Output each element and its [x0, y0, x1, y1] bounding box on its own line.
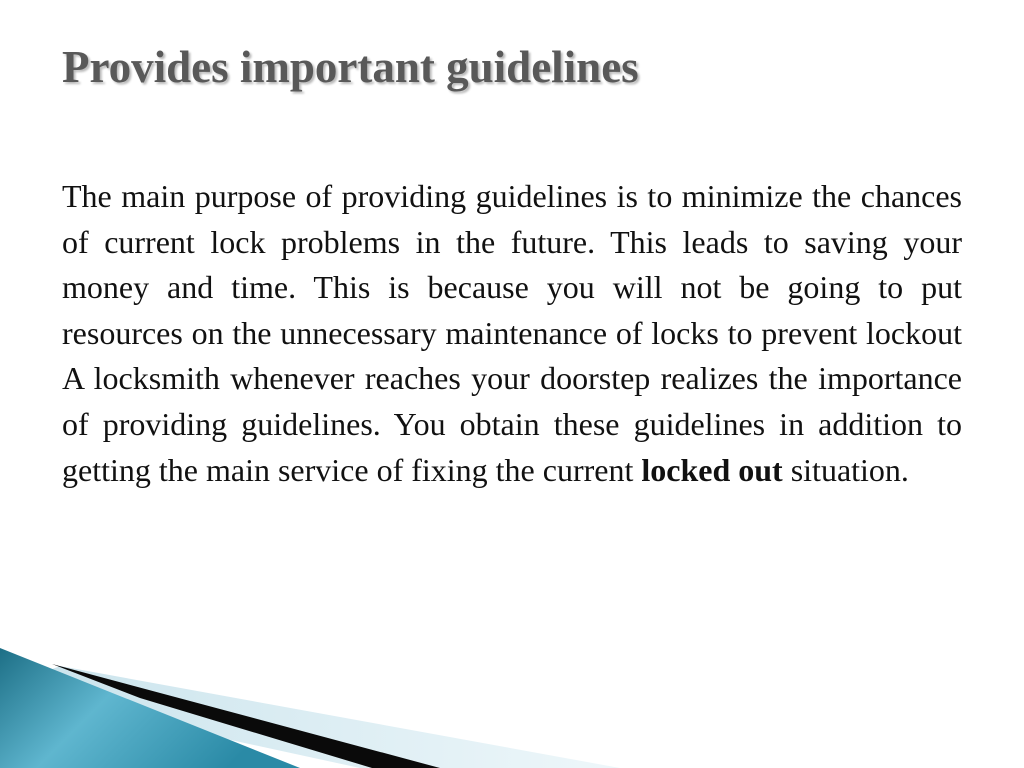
slide-body-paragraph — [62, 174, 962, 493]
body-text: The main purpose of providing guidelines is to minimize the chances of current lock problems in the future. This leads to saving your money and time. This is because you will not be going to put resources on the unnecessary maintenance of locks to prevent lockout A locksmith whenever reaches your doorstep realizes the importance of providing guidelines. You obtain these guidelines in addition to getting the main service of fixing the current — [62, 178, 962, 488]
slide-title: Provides important guidelines — [62, 42, 639, 92]
teal-band — [0, 648, 300, 768]
black-band — [52, 664, 440, 768]
body-bold-text: locked out — [641, 451, 783, 488]
pale-band — [0, 666, 620, 768]
body-tail-text: situation. — [782, 451, 909, 488]
